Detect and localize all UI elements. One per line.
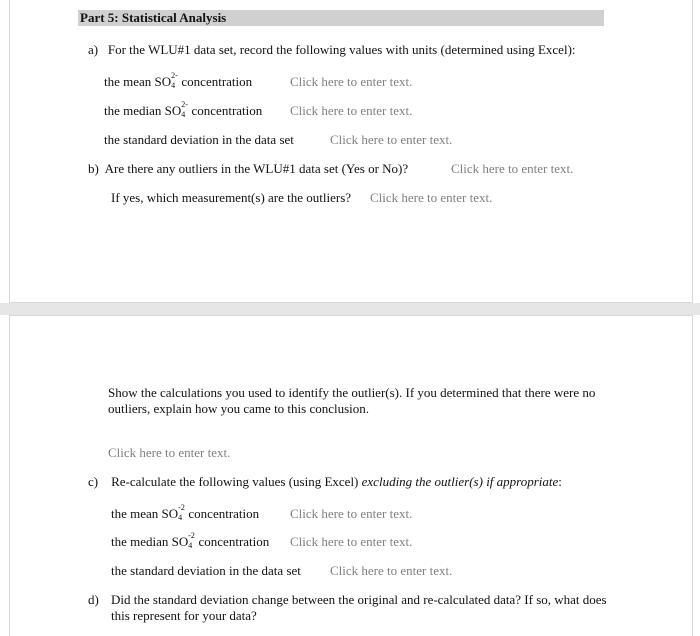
question-c-prompt: Re-calculate the following values (using Excel) excluding the outlier(s) if appropriate: (111, 474, 562, 489)
mean-row-a (104, 71, 253, 91)
question-a-marker: a) (88, 42, 99, 57)
outliers-input[interactable]: Click here to enter text. (451, 161, 574, 176)
std-label-a: the standard deviation in the data set (104, 132, 294, 147)
question-d-prompt: Did the standard deviation change between the original and re-calculated data? If so, what does this represent for your data? (111, 592, 607, 623)
std-input-a[interactable]: Click here to enter text. (330, 132, 453, 147)
page-gap (0, 303, 700, 315)
question-a (88, 42, 576, 58)
question-b (88, 161, 408, 177)
question-c-marker: c) (88, 474, 99, 489)
median-input-a[interactable]: Click here to enter text. (290, 103, 413, 118)
calc-input[interactable]: Click here to enter text. (108, 445, 231, 460)
mean-input-c[interactable]: Click here to enter text. (290, 506, 413, 521)
outliers-which-input[interactable]: Click here to enter text. (370, 190, 493, 205)
question-b-marker: b) (88, 161, 99, 176)
mean-row-c (111, 503, 260, 523)
median-input-c[interactable]: Click here to enter text. (290, 534, 413, 549)
std-label-c: the standard deviation in the data set (111, 563, 301, 578)
question-c (88, 474, 562, 490)
median-label-a: the median SO 2- 4 concentration (104, 100, 263, 120)
mean-label-a: the mean SO 2- 4 concentration (104, 71, 253, 91)
std-input-c[interactable]: Click here to enter text. (330, 563, 453, 578)
mean-label-c: the mean SO -2 4 concentration (111, 503, 260, 523)
median-row-a (104, 100, 263, 120)
calc-instructions: Show the calculations you used to identify the outlier(s). If you determined that there were no outliers, explain how you came to this conclusion. (108, 385, 596, 416)
mean-input-a[interactable]: Click here to enter text. (290, 74, 413, 89)
question-d-marker: d) (88, 592, 99, 607)
outliers-followup-label: If yes, which measurement(s) are the outliers? (111, 190, 352, 205)
question-a-prompt: For the WLU#1 data set, record the following values with units (determined using Excel): (107, 42, 576, 57)
median-label-c: the median SO -2 4 concentration (111, 531, 270, 551)
median-row-c (111, 531, 270, 551)
question-b-prompt: Are there any outliers in the WLU#1 data set (Yes or No)? (104, 161, 409, 176)
section-title: Part 5: Statistical Analysis (80, 10, 227, 25)
